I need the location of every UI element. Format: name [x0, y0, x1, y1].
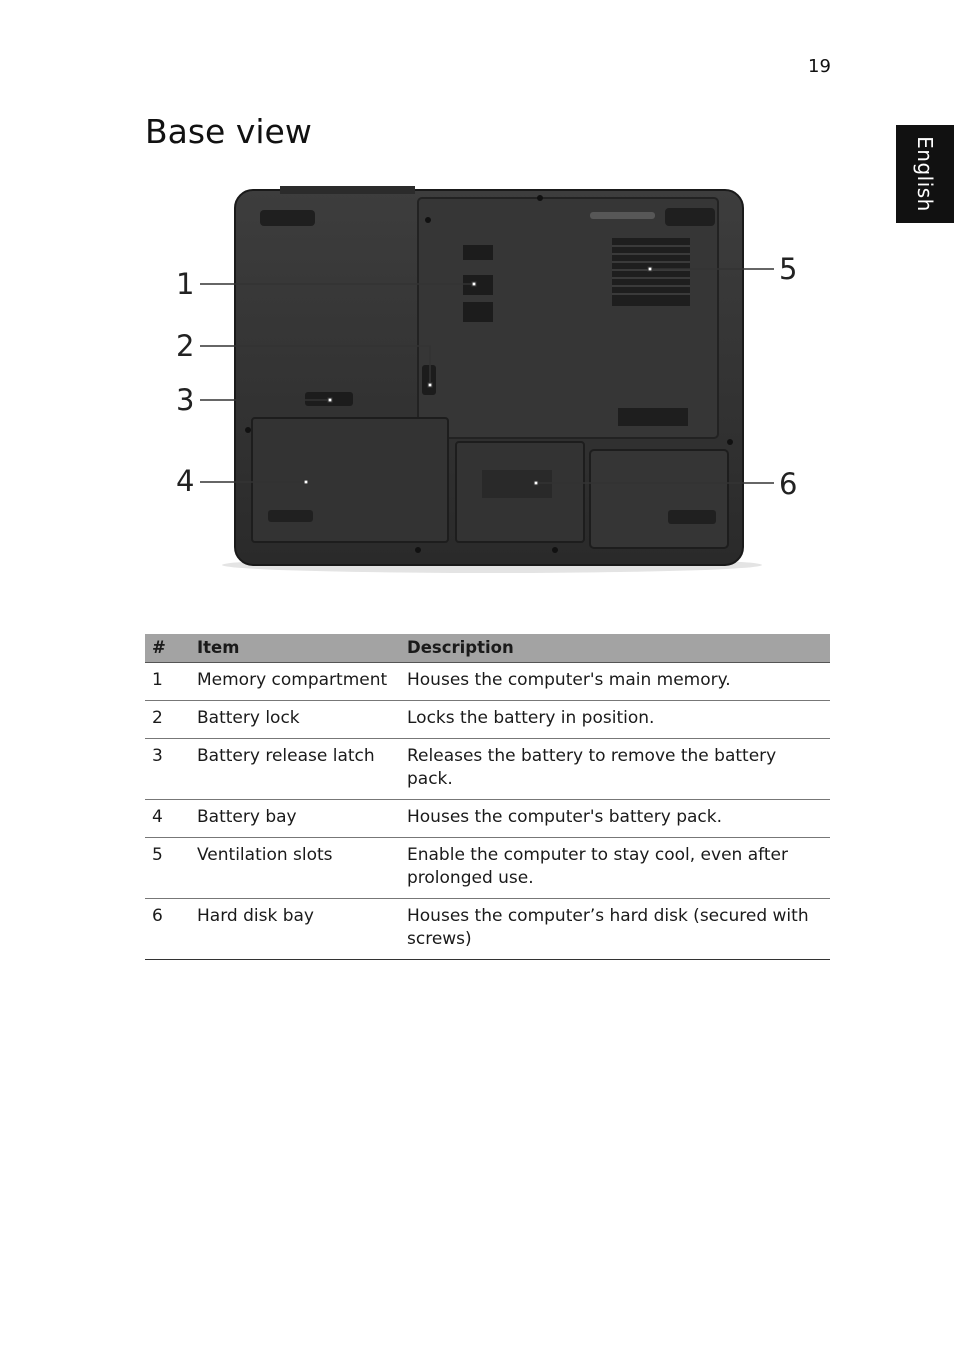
callout-4: 4	[176, 464, 195, 498]
row-description: Houses the computer's main memory.	[401, 663, 830, 701]
row-description: Houses the computer’s hard disk (secured with screws)	[401, 899, 830, 960]
row-item: Ventilation slots	[191, 838, 401, 899]
header-description: Description	[401, 634, 830, 663]
laptop-base-figure	[160, 180, 810, 580]
row-item: Battery lock	[191, 701, 401, 739]
row-description: Enable the computer to stay cool, even after prolonged use.	[401, 838, 830, 899]
row-description: Houses the computer's battery pack.	[401, 800, 830, 838]
table-row	[145, 701, 830, 739]
row-description: Locks the battery in position.	[401, 701, 830, 739]
header-number: #	[145, 634, 191, 663]
row-item: Battery bay	[191, 800, 401, 838]
table-row	[145, 838, 830, 899]
table-header-row	[145, 634, 830, 663]
callout-5: 5	[779, 252, 798, 286]
callout-6: 6	[779, 467, 798, 501]
row-number: 6	[145, 899, 191, 960]
row-description: Releases the battery to remove the battery pack.	[401, 739, 830, 800]
row-number: 3	[145, 739, 191, 800]
laptop-base-illustration	[160, 180, 810, 580]
callout-2: 2	[176, 329, 195, 363]
row-item: Hard disk bay	[191, 899, 401, 960]
language-tab-label: English	[913, 136, 937, 212]
table-row	[145, 899, 830, 960]
row-item: Memory compartment	[191, 663, 401, 701]
row-number: 2	[145, 701, 191, 739]
callout-3: 3	[176, 383, 195, 417]
base-view-table	[145, 634, 830, 960]
row-number: 5	[145, 838, 191, 899]
row-number: 1	[145, 663, 191, 701]
row-item: Battery release latch	[191, 739, 401, 800]
row-number: 4	[145, 800, 191, 838]
table-row	[145, 739, 830, 800]
page-title: Base view	[145, 112, 312, 151]
table-row	[145, 663, 830, 701]
page-number: 19	[808, 56, 831, 77]
header-item: Item	[191, 634, 401, 663]
table-row	[145, 800, 830, 838]
language-tab	[896, 125, 954, 223]
callout-1: 1	[176, 267, 195, 301]
